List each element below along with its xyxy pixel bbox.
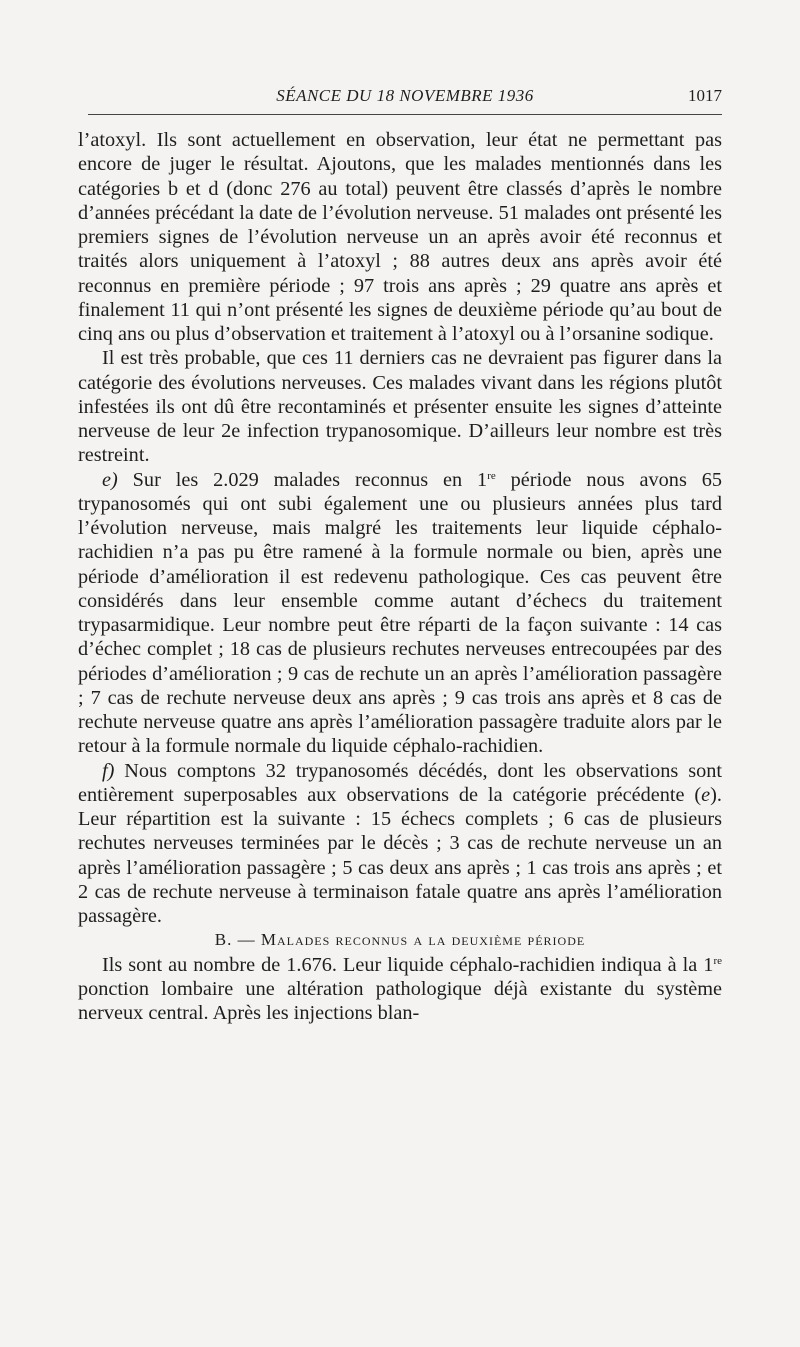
paragraph-1: l’atoxyl. Ils sont actuellement en observation, leur état ne permettant pas encore de juger le résultat. Ajoutons, que les malades mentionnés dans les catégories b et d (donc 276 au total) peuvent être classés d’après le nombre d’années précédant la date de l’évolution nerveuse. 51 malades ont présenté les premiers signes de l’évolution nerveuse un an après avoir été reconnus et traités alors uniquement à l’atoxyl ; 88 autres deux ans après avoir été reconnus en première période ; 97 trois ans après ; 29 quatre ans après et finalement 11 qui n’ont présenté les signes de deuxième période qu’au bout de cinq ans ou plus d’observation et traitement à l’atoxyl ou à l’orsanine sodique.: [78, 129, 722, 345]
body-text: [78, 128, 722, 1025]
paragraph-f-text-a: Nous comptons 32 trypanosomés décédés, dont les observations sont entièrement superposables aux observations de la catégorie précédente (: [78, 759, 722, 806]
page-number: 1017: [688, 86, 722, 105]
ordinal-superscript: re: [487, 469, 496, 482]
running-header: [88, 84, 722, 115]
paragraph-b: [78, 953, 722, 1026]
ordinal-superscript: re: [713, 954, 722, 967]
paragraph-f-text-b: ). Leur répartition est la suivante : 15 échecs complets ; 6 cas de plusieurs rechutes nerveuses terminées par le décès ; 3 cas de rechute nerveuse un an après l’amélioration passagère ; 5 cas deux ans après ; 1 cas trois ans après ; et 2 cas de rechute nerveuse à terminaison fatale quatre ans après l’amélioration passagère.: [78, 783, 722, 927]
paragraph-f: [78, 759, 722, 929]
category-reference: e: [701, 783, 711, 806]
paragraph-e: [78, 468, 722, 759]
paragraph-e-text-b: période nous avons 65 trypanosomés qui ont subi également une ou plusieurs années plus tard l’évolution nerveuse, mais malgré les traitements leur liquide céphalo-rachidien n’a pas pu être ramené à la formule normale ou bien, après une période d’amélioration il est redevenu pathologique. Ces cas peuvent être considérés dans leur ensemble comme autant d’échecs du traitement trypasarmidique. Leur nombre peut être réparti de la façon suivante : 14 cas d’échec complet ; 18 cas de plusieurs rechutes nerveuses entrecoupées par des périodes d’amélioration ; 9 cas de rechute un an après l’amélioration passagère ; 7 cas de rechute nerveuse deux ans après ; 9 cas trois ans après et 8 cas de rechute nerveuse quatre ans après l’amélioration passagère traduite alors par le retour à la formule normale du liquide céphalo-rachidien.: [78, 468, 722, 758]
header-title: SÉANCE DU 18 NOVEMBRE 1936: [276, 86, 534, 105]
section-heading: B. — Malades reconnus a la deuxième période: [214, 930, 586, 950]
paragraph-e-text-a: Sur les 2.029 malades reconnus en 1: [117, 468, 488, 491]
paragraph-b-text-a: Ils sont au nombre de 1.676. Leur liquide céphalo-rachidien indiqua à la 1: [102, 953, 714, 976]
paragraph-b-text-b: ponction lombaire une altération pathologique déjà existante du système nerveux central. Après les injections blan-: [78, 977, 722, 1024]
list-label-e: e): [102, 468, 118, 491]
list-label-f: f): [102, 759, 115, 782]
paragraph-2: Il est très probable, que ces 11 derniers cas ne devraient pas figurer dans la catégorie des évolutions nerveuses. Ces malades vivant dans les régions plutôt infestées ils ont dû être recontaminés et présenter ensuite les signes d’atteinte nerveuse de leur 2e infection trypanosomique. D’ailleurs leur nombre est très restreint.: [78, 347, 722, 467]
